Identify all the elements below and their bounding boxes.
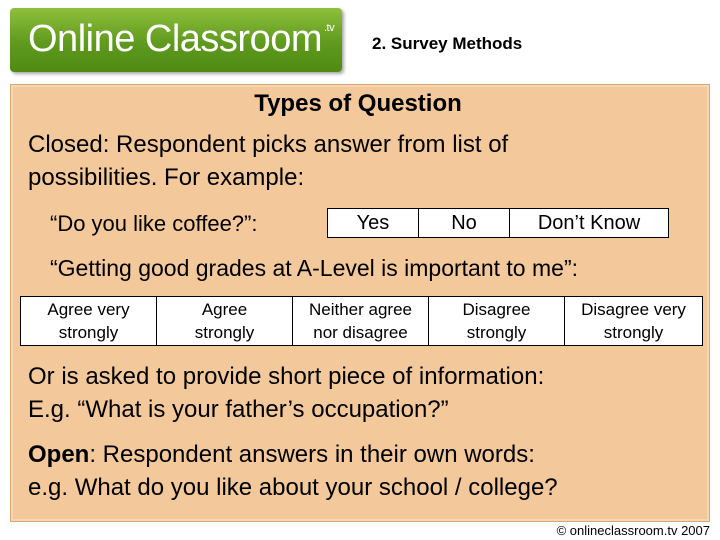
closed-text: : Respondent picks answer from list of <box>102 131 509 158</box>
open-term: Open <box>28 441 90 468</box>
copyright-notice: © onlineclassroom.tv 2007 <box>556 523 710 538</box>
online-classroom-logo <box>10 8 342 72</box>
likert-option-agree-strongly: Agree strongly <box>156 296 293 346</box>
likert-option-neither: Neither agree nor disagree <box>292 296 429 346</box>
likert-option-disagree-very-strongly: Disagree very strongly <box>564 296 703 346</box>
logo-suffix: .tv <box>324 22 335 34</box>
likert-option-disagree-strongly: Disagree strongly <box>428 296 565 346</box>
likert-scale <box>20 296 713 346</box>
open-definition-line2: e.g. What do you like about your school / college? <box>28 474 558 501</box>
grades-example: “Getting good grades at A-Level is important to me”: <box>50 255 578 281</box>
coffee-example: “Do you like coffee?”: <box>50 211 258 236</box>
likert-option-agree-very-strongly: Agree very strongly <box>20 296 157 346</box>
option-yes: Yes <box>356 211 390 234</box>
slide-section-title: 2. Survey Methods <box>372 34 523 53</box>
short-answer-line2: E.g. “What is your father’s occupation?” <box>28 396 449 423</box>
closed-definition-line2: possibilities. For example: <box>28 164 305 191</box>
open-text: : Respondent answers in their own words: <box>89 441 535 468</box>
closed-term: Closed <box>28 131 103 158</box>
option-dont-know: Don’t Know <box>537 211 641 234</box>
logo-text <box>28 18 334 61</box>
slide-heading: Types of Question <box>254 90 462 117</box>
closed-definition <box>28 128 508 161</box>
coffee-answer-options <box>327 208 669 238</box>
short-answer-line1: Or is asked to provide short piece of information: <box>28 363 545 390</box>
option-no: No <box>451 211 477 234</box>
open-definition <box>28 438 535 471</box>
logo-wordmark: Online Classroom <box>28 18 322 60</box>
